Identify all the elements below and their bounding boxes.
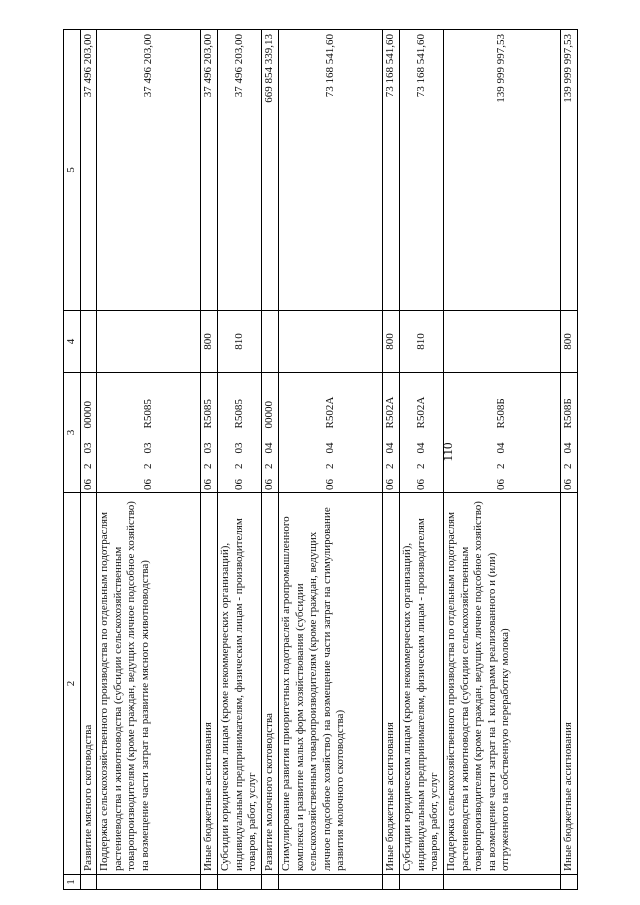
rotated-page	[63, 30, 609, 890]
code-event: 04	[495, 442, 508, 454]
row-name: Поддержка сельскохозяйственного производства по отдельным подотраслям растениеводства и животноводства (субсидии сельскохозяйственным товаропроизводителям (кроме граждан, ведущих личное подсобное хозяйство) на возмещение части затрат на развитие мясного животноводства)	[97, 493, 201, 875]
code-program: 06	[414, 479, 427, 490]
row-amount: 37 496 203,00	[97, 30, 201, 311]
code-subprogram: 2	[81, 463, 94, 469]
row-number-cell	[400, 875, 444, 890]
code-direction: R5085	[202, 399, 214, 429]
code-program: 06	[81, 479, 94, 490]
header-col-3: 3	[64, 373, 81, 493]
row-amount: 37 496 203,00	[80, 30, 97, 311]
row-name: Поддержка сельскохозяйственного производства по отдельным подотраслям растениеводства и животноводства (субсидии сельскохозяйственным товаропроизводителям (кроме граждан, ведущих личное подсобное хозяйство) на возмещение части затрат на 1 килограмм реализованного и (или) отгруженного на собственную переработку молока)	[444, 493, 561, 875]
table-row	[383, 30, 400, 890]
row-amount: 37 496 203,00	[218, 30, 262, 311]
row-code	[383, 373, 400, 493]
code-event: 04	[562, 442, 574, 454]
code-event: 04	[384, 442, 396, 454]
row-name: Субсидии юридическим лицам (кроме некоммерческих организаций), индивидуальным предпринимателям, физическим лицам - производителям товаров, работ, услуг	[218, 493, 262, 875]
code-program: 06	[384, 479, 396, 490]
row-number-cell	[383, 875, 400, 890]
row-amount: 73 168 541,60	[383, 30, 400, 311]
code-direction: 00000	[81, 401, 94, 429]
code-direction: R508Б	[562, 398, 574, 429]
row-expense-type: 810	[218, 311, 262, 373]
row-amount: 139 999 997,53	[444, 30, 561, 311]
row-expense-type	[262, 311, 279, 373]
table-row	[279, 30, 383, 890]
code-subprogram: 2	[141, 463, 154, 469]
table-row	[400, 30, 444, 890]
code-event: 03	[81, 442, 94, 454]
row-amount: 73 168 541,60	[279, 30, 383, 311]
row-expense-type	[80, 311, 97, 373]
code-subprogram: 2	[384, 463, 396, 469]
code-event: 03	[232, 442, 245, 454]
code-direction: R502A	[384, 396, 396, 429]
code-subprogram: 2	[414, 463, 427, 469]
row-amount: 669 854 339,13	[262, 30, 279, 311]
row-name: Иные бюджетные ассигнования	[201, 493, 218, 875]
row-code	[80, 373, 97, 493]
row-name: Развитие мясного скотоводства	[80, 493, 97, 875]
header-col-2: 2	[64, 493, 81, 875]
table-row	[201, 30, 218, 890]
code-program: 06	[562, 479, 574, 490]
row-expense-type: 800	[561, 311, 578, 373]
code-event: 03	[141, 442, 154, 454]
row-name: Развитие молочного скотоводства	[262, 493, 279, 875]
row-code	[262, 373, 279, 493]
row-code	[218, 373, 262, 493]
code-subprogram: 2	[232, 463, 245, 469]
header-col-4: 4	[64, 311, 81, 373]
code-direction: R502A	[323, 396, 336, 429]
table-row	[561, 30, 578, 890]
code-subprogram: 2	[263, 463, 275, 469]
code-subprogram: 2	[562, 463, 574, 469]
row-number-cell	[97, 875, 201, 890]
code-event: 04	[414, 442, 427, 454]
budget-table	[63, 29, 578, 890]
row-name: Иные бюджетные ассигнования	[383, 493, 400, 875]
row-expense-type: 810	[400, 311, 444, 373]
row-amount: 139 999 997,53	[561, 30, 578, 311]
row-code	[444, 373, 561, 493]
header-col-5: 5	[64, 30, 81, 311]
row-amount: 73 168 541,60	[400, 30, 444, 311]
code-subprogram: 2	[202, 463, 214, 469]
row-number-cell	[201, 875, 218, 890]
row-code	[201, 373, 218, 493]
code-event: 04	[263, 442, 275, 454]
row-number-cell	[218, 875, 262, 890]
code-program: 06	[232, 479, 245, 490]
header-col-1: 1	[64, 875, 81, 890]
row-number-cell	[80, 875, 97, 890]
row-number-cell	[279, 875, 383, 890]
code-direction: R5085	[232, 399, 245, 429]
code-program: 06	[323, 479, 336, 490]
row-code	[279, 373, 383, 493]
page-number: 110	[440, 442, 455, 462]
code-event: 03	[202, 442, 214, 454]
row-code	[400, 373, 444, 493]
row-code	[561, 373, 578, 493]
code-subprogram: 2	[323, 463, 336, 469]
header-row	[64, 30, 81, 890]
code-program: 06	[141, 479, 154, 490]
table-row	[97, 30, 201, 890]
code-program: 06	[263, 479, 275, 490]
table-row	[444, 30, 561, 890]
row-expense-type	[97, 311, 201, 373]
row-number-cell	[444, 875, 561, 890]
row-expense-type	[444, 311, 561, 373]
code-direction: R5085	[141, 399, 154, 429]
row-expense-type: 800	[383, 311, 400, 373]
code-subprogram: 2	[495, 463, 508, 469]
row-amount: 37 496 203,00	[201, 30, 218, 311]
row-name: Стимулирование развития приоритетных подотраслей агропромышленного комплекса и развитие малых форм хозяйствования (субсидии сельскохозяйственным товаропроизводителям (кроме граждан, ведущих личное подсобное хозяйство) на возмещение части затрат на стимулирование развития молочного скотоводства)	[279, 493, 383, 875]
table-row	[80, 30, 97, 890]
code-program: 06	[202, 479, 214, 490]
code-direction: R508Б	[495, 398, 508, 429]
row-name: Иные бюджетные ассигнования	[561, 493, 578, 875]
table-row	[218, 30, 262, 890]
row-expense-type: 800	[201, 311, 218, 373]
row-expense-type	[279, 311, 383, 373]
code-direction: 00000	[263, 401, 275, 429]
code-event: 04	[323, 442, 336, 454]
row-name: Субсидии юридическим лицам (кроме некоммерческих организаций), индивидуальным предпринимателям, физическим лицам - производителям товаров, работ, услуг	[400, 493, 444, 875]
table-row	[262, 30, 279, 890]
code-program: 06	[495, 479, 508, 490]
code-direction: R502A	[414, 396, 427, 429]
row-number-cell	[262, 875, 279, 890]
row-code	[97, 373, 201, 493]
row-number-cell	[561, 875, 578, 890]
